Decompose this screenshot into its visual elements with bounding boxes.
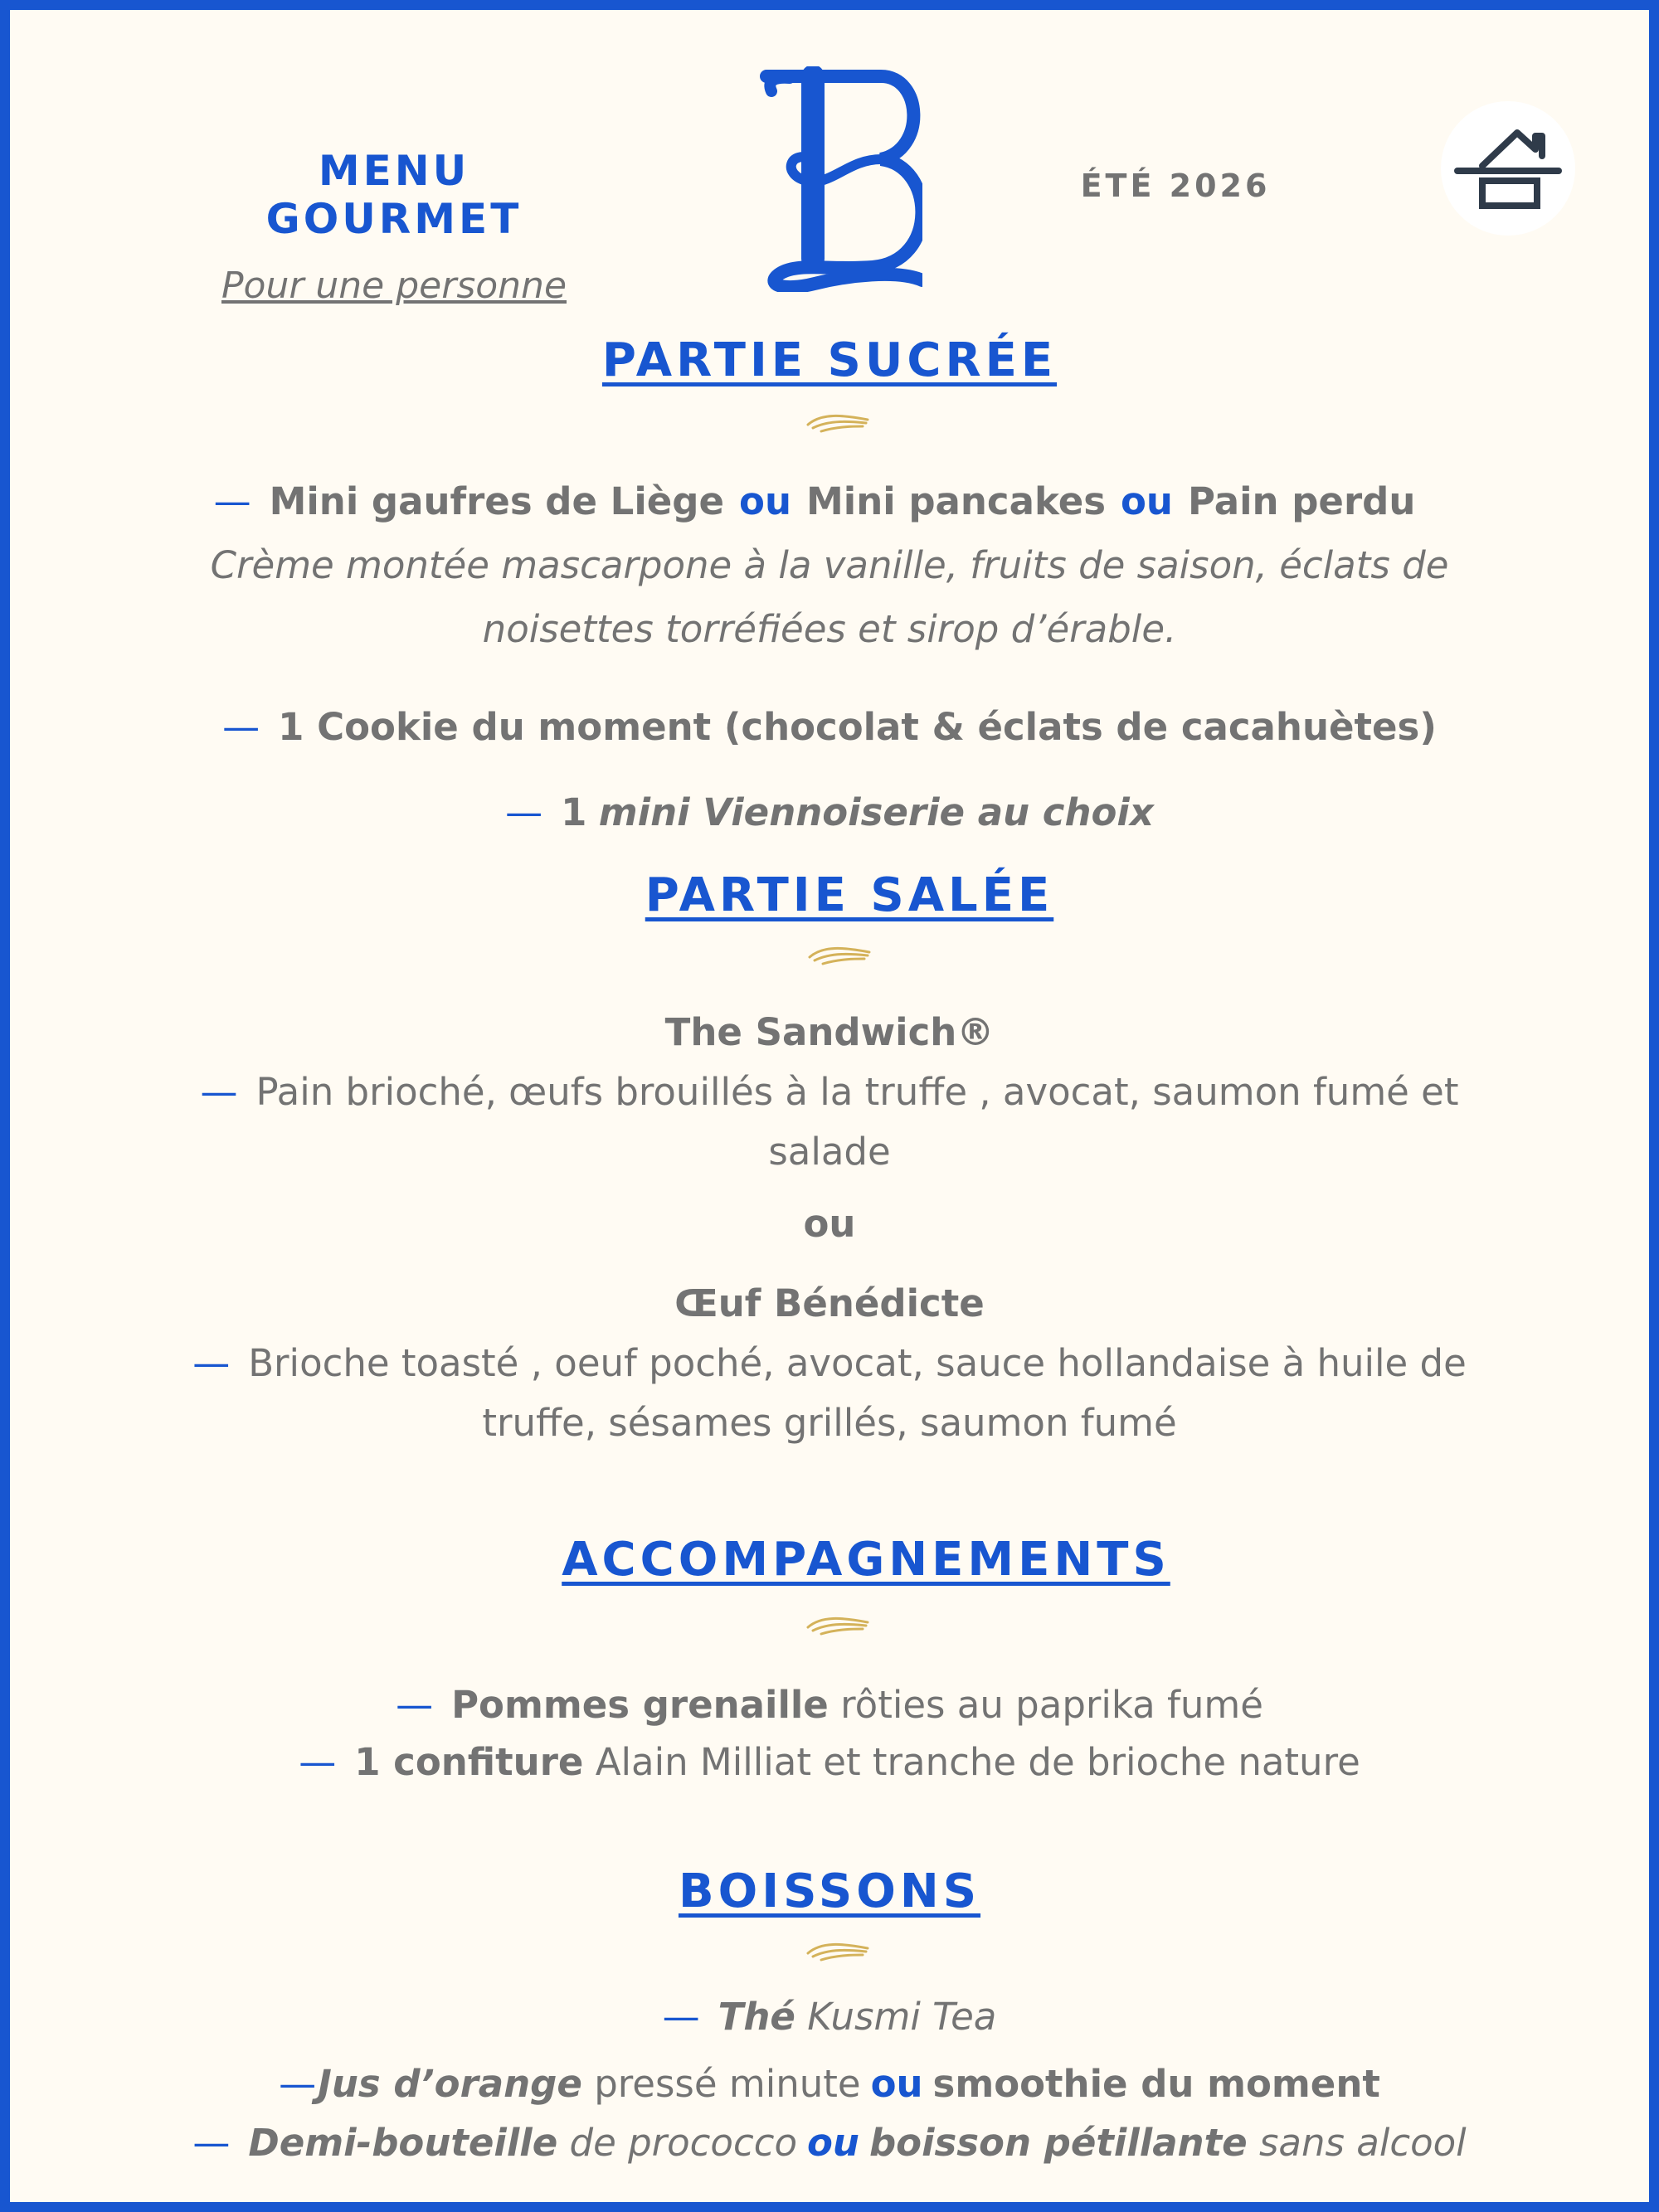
option-pancakes: Mini pancakes bbox=[805, 479, 1106, 523]
house-badge bbox=[1441, 101, 1575, 236]
sucree-description-line-2: noisettes torréfiées et sirop d’érable. bbox=[482, 607, 1177, 651]
gold-flourish-icon bbox=[805, 1938, 871, 1962]
jus-orange: Jus d’orange bbox=[318, 2062, 582, 2106]
option-gaufres: Mini gaufres de Liège bbox=[269, 479, 725, 523]
option-pain-perdu: Pain perdu bbox=[1187, 479, 1416, 523]
sucree-description-line-1: Crème montée mascarpone à la vanille, fruits de saison, éclats de bbox=[210, 543, 1449, 587]
section-title-boissons: BOISSONS bbox=[678, 1864, 981, 1918]
section-title-salee: PARTIE SALÉE bbox=[645, 868, 1054, 922]
benedicte-desc: Brioche toasté , oeuf poché, avocat, sauce hollandaise à huile de bbox=[248, 1341, 1467, 1385]
section-title-sucree: PARTIE SUCRÉE bbox=[601, 333, 1058, 387]
pommes-grenaille: Pommes grenaille bbox=[451, 1683, 829, 1727]
dash: — bbox=[192, 2121, 231, 2165]
gold-flourish-icon bbox=[805, 410, 871, 433]
or-label: ou bbox=[803, 1202, 856, 1246]
or-label: ou bbox=[806, 2121, 859, 2165]
boisson-item-3 bbox=[10, 2121, 1649, 2165]
boisson-item-1 bbox=[10, 1995, 1649, 2039]
section-title-accompagnements: ACCOMPAGNEMENTS bbox=[562, 1533, 1170, 1587]
viennoiserie-item: mini Viennoiserie au choix bbox=[598, 790, 1154, 834]
dish-sandwich-desc-line-1 bbox=[10, 1070, 1649, 1114]
dish-benedicte-desc-line-1 bbox=[10, 1341, 1649, 1385]
dash: — bbox=[213, 479, 251, 523]
sucree-item-1 bbox=[0, 479, 1634, 523]
cookie-item: 1 Cookie du moment (chocolat & éclats de cacahuètes) bbox=[278, 705, 1437, 749]
menu-header bbox=[191, 147, 597, 307]
confiture-detail: Alain Milliat et tranche de brioche nature bbox=[595, 1740, 1360, 1784]
gold-flourish-icon bbox=[806, 942, 873, 965]
or-label: ou bbox=[870, 2062, 923, 2106]
dash: — bbox=[396, 1683, 434, 1727]
jus-detail: pressé minute bbox=[594, 2062, 861, 2106]
dash: — bbox=[192, 1341, 231, 1385]
accompagnement-item-2 bbox=[10, 1740, 1649, 1784]
dash: — bbox=[505, 790, 543, 834]
the: Thé bbox=[718, 1995, 795, 2039]
pommes-detail: rôties au paprika fumé bbox=[840, 1683, 1263, 1727]
sandwich-desc: Pain brioché, œufs brouillés à la truffe , avocat, saumon fumé et bbox=[255, 1070, 1459, 1114]
demi-bouteille: Demi-bouteille bbox=[248, 2121, 558, 2165]
dish-benedicte-name: Œuf Bénédicte bbox=[674, 1281, 985, 1325]
boisson-item-2 bbox=[10, 2062, 1649, 2106]
dash: — bbox=[200, 1070, 238, 1114]
confiture: 1 confiture bbox=[354, 1740, 584, 1784]
dash: — bbox=[662, 1995, 700, 2039]
menu-subtitle: Pour une personne bbox=[221, 265, 567, 307]
dash: — bbox=[222, 705, 260, 749]
dish-sandwich-desc-line-2: salade bbox=[768, 1130, 891, 1174]
prococco: de prococco bbox=[569, 2121, 797, 2165]
sucree-item-2 bbox=[10, 705, 1649, 749]
dash: — bbox=[279, 2062, 317, 2106]
dash: — bbox=[299, 1740, 337, 1784]
dish-benedicte-desc-line-2: truffe, sésames grillés, saumon fumé bbox=[482, 1401, 1177, 1445]
dish-sandwich-name: The Sandwich® bbox=[664, 1010, 995, 1054]
viennoiserie-prefix: 1 bbox=[561, 790, 587, 834]
menu-title: MENU GOURMET bbox=[265, 147, 523, 243]
or-label: ou bbox=[739, 479, 791, 523]
sans-alcool: sans alcool bbox=[1258, 2121, 1467, 2165]
house-icon bbox=[1441, 101, 1575, 236]
sucree-item-3 bbox=[10, 790, 1649, 834]
boisson-petillante: boisson pétillante bbox=[868, 2121, 1248, 2165]
smoothie: smoothie du moment bbox=[932, 2062, 1380, 2106]
or-label: ou bbox=[1121, 479, 1173, 523]
gold-flourish-icon bbox=[805, 1612, 871, 1636]
season-label: ÉTÉ 2026 bbox=[1080, 168, 1271, 204]
accompagnement-item-1 bbox=[10, 1683, 1649, 1727]
the-detail: Kusmi Tea bbox=[807, 1995, 997, 2039]
brand-logo-icon bbox=[757, 66, 922, 292]
